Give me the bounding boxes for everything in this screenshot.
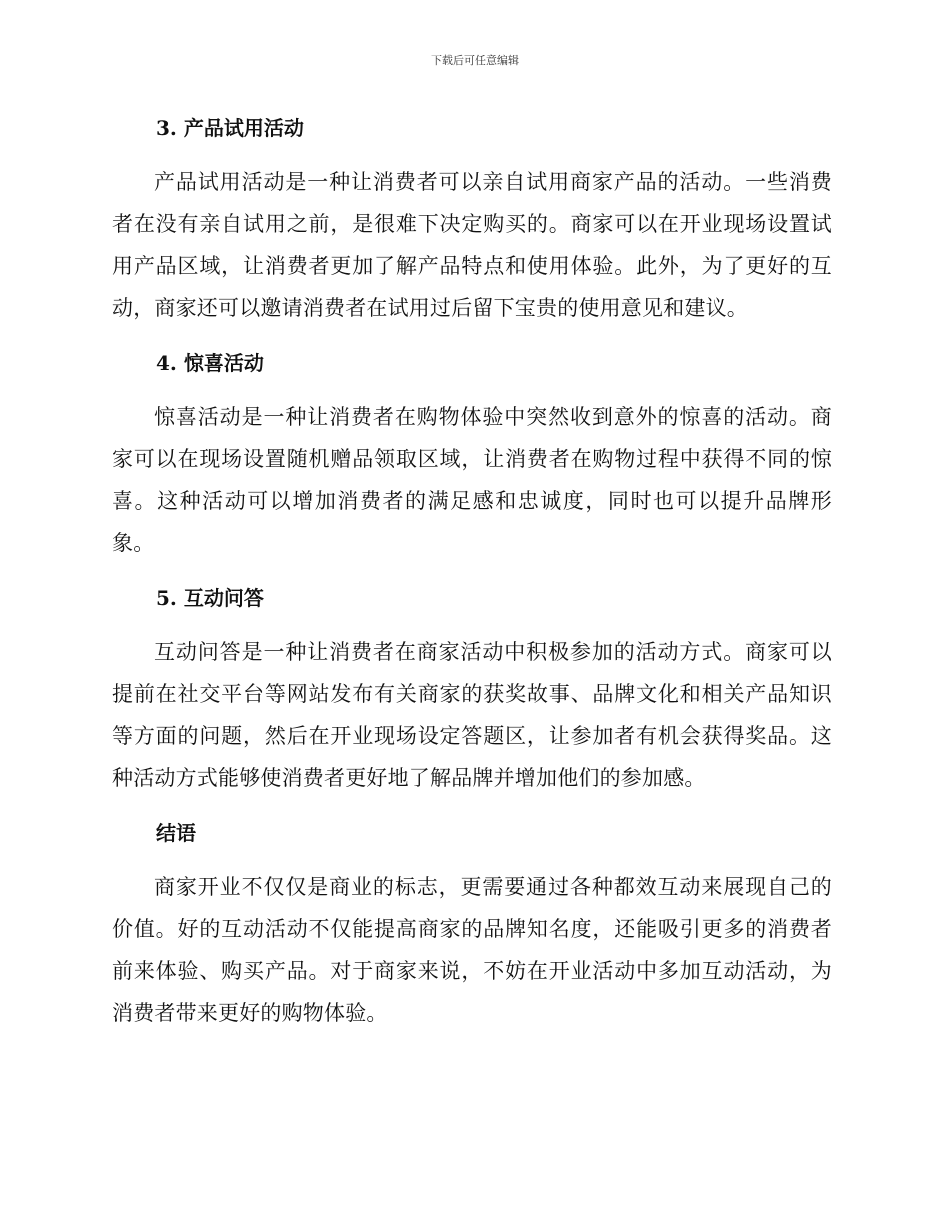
section-heading: 3. 产品试用活动 bbox=[156, 116, 304, 140]
page-header: 下载后可任意编辑 bbox=[431, 54, 519, 67]
section-conclusion bbox=[112, 813, 832, 1034]
section-heading: 结语 bbox=[156, 821, 196, 845]
section-interactive-qa bbox=[112, 578, 832, 799]
section-paragraph: 产品试用活动是一种让消费者可以亲自试用商家产品的活动。一些消费者在没有亲自试用之前，是很难下决定购买的。商家可以在开业现场设置试用产品区域，让消费者更加了解产品特点和使用体验。此外，为了更好的互动，商家还可以邀请消费者在试用过后留下宝贵的使用意见和建议。 bbox=[112, 170, 832, 320]
section-paragraph: 互动问答是一种让消费者在商家活动中积极参加的活动方式。商家可以提前在社交平台等网站发布有关商家的获奖故事、品牌文化和相关产品知识等方面的问题，然后在开业现场设定答题区，让参加者有机会获得奖品。这种活动方式能够使消费者更好地了解品牌并增加他们的参加感。 bbox=[112, 640, 832, 790]
section-heading: 4. 惊喜活动 bbox=[156, 351, 264, 375]
section-heading: 5. 互动问答 bbox=[156, 586, 264, 610]
document-body bbox=[112, 108, 832, 1048]
section-product-trial bbox=[112, 108, 832, 329]
section-paragraph: 惊喜活动是一种让消费者在购物体验中突然收到意外的惊喜的活动。商家可以在现场设置随机赠品领取区域，让消费者在购物过程中获得不同的惊喜。这种活动可以增加消费者的满足感和忠诚度，同时也可以提升品牌形象。 bbox=[112, 405, 832, 555]
section-paragraph: 商家开业不仅仅是商业的标志，更需要通过各种都效互动来展现自己的价值。好的互动活动不仅能提高商家的品牌知名度，还能吸引更多的消费者前来体验、购买产品。对于商家来说，不妨在开业活动中多加互动活动，为消费者带来更好的购物体验。 bbox=[112, 875, 832, 1025]
section-surprise bbox=[112, 343, 832, 564]
